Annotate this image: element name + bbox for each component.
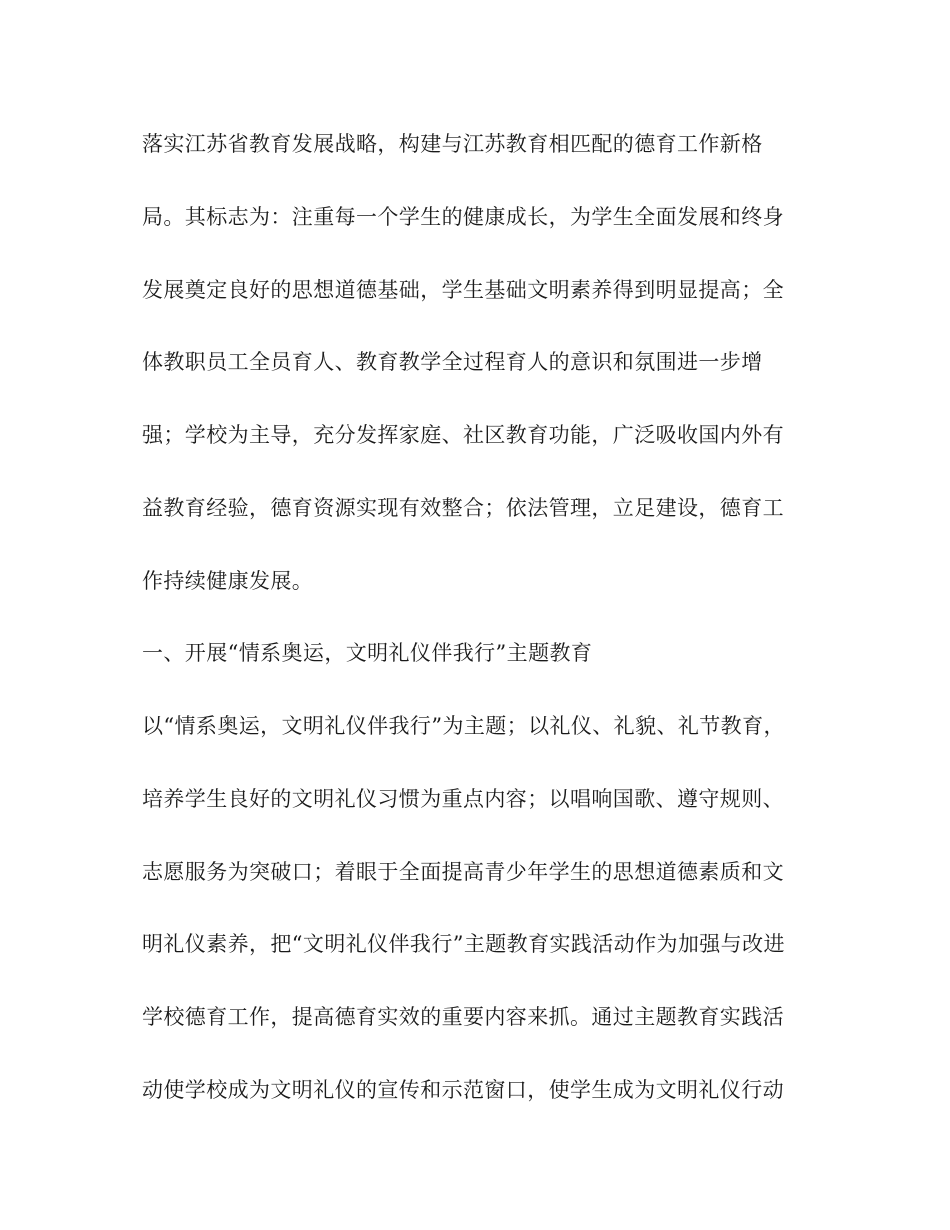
- body-text-line: 动使学校成为文明礼仪的宣传和示范窗口，使学生成为文明礼仪行动: [142, 1078, 784, 1102]
- body-text-line: 作持续健康发展。: [142, 569, 314, 593]
- body-text-line: 益教育经验，德育资源实现有效整合；依法管理，立足建设，德育工: [142, 496, 784, 520]
- body-text-line: 培养学生良好的文明礼仪习惯为重点内容；以唱响国歌、遵守规则、: [142, 787, 784, 811]
- body-text-line: 发展奠定良好的思想道德基础，学生基础文明素养得到明显提高；全: [142, 278, 784, 302]
- section-heading: 一、开展“情系奥运，文明礼仪伴我行”主题教育: [142, 641, 593, 665]
- body-text-line: 体教职员工全员育人、教育教学全过程育人的意识和氛围进一步增: [142, 350, 763, 374]
- body-text-line: 明礼仪素养，把“文明礼仪伴我行”主题教育实践活动作为加强与改进: [142, 932, 785, 956]
- body-text-line: 以“情系奥运，文明礼仪伴我行”为主题；以礼仪、礼貌、礼节教育，: [142, 714, 785, 738]
- body-text-line: 强；学校为主导，充分发挥家庭、社区教育功能，广泛吸收国内外有: [142, 423, 784, 447]
- body-text-line: 落实江苏省教育发展战略，构建与江苏教育相匹配的德育工作新格: [142, 132, 763, 156]
- body-text-line: 学校德育工作，提高德育实效的重要内容来抓。通过主题教育实践活: [142, 1005, 784, 1029]
- body-text-line: 志愿服务为突破口；着眼于全面提高青少年学生的思想道德素质和文: [142, 860, 784, 884]
- body-text-line: 局。其标志为：注重每一个学生的健康成长，为学生全面发展和终身: [142, 205, 784, 229]
